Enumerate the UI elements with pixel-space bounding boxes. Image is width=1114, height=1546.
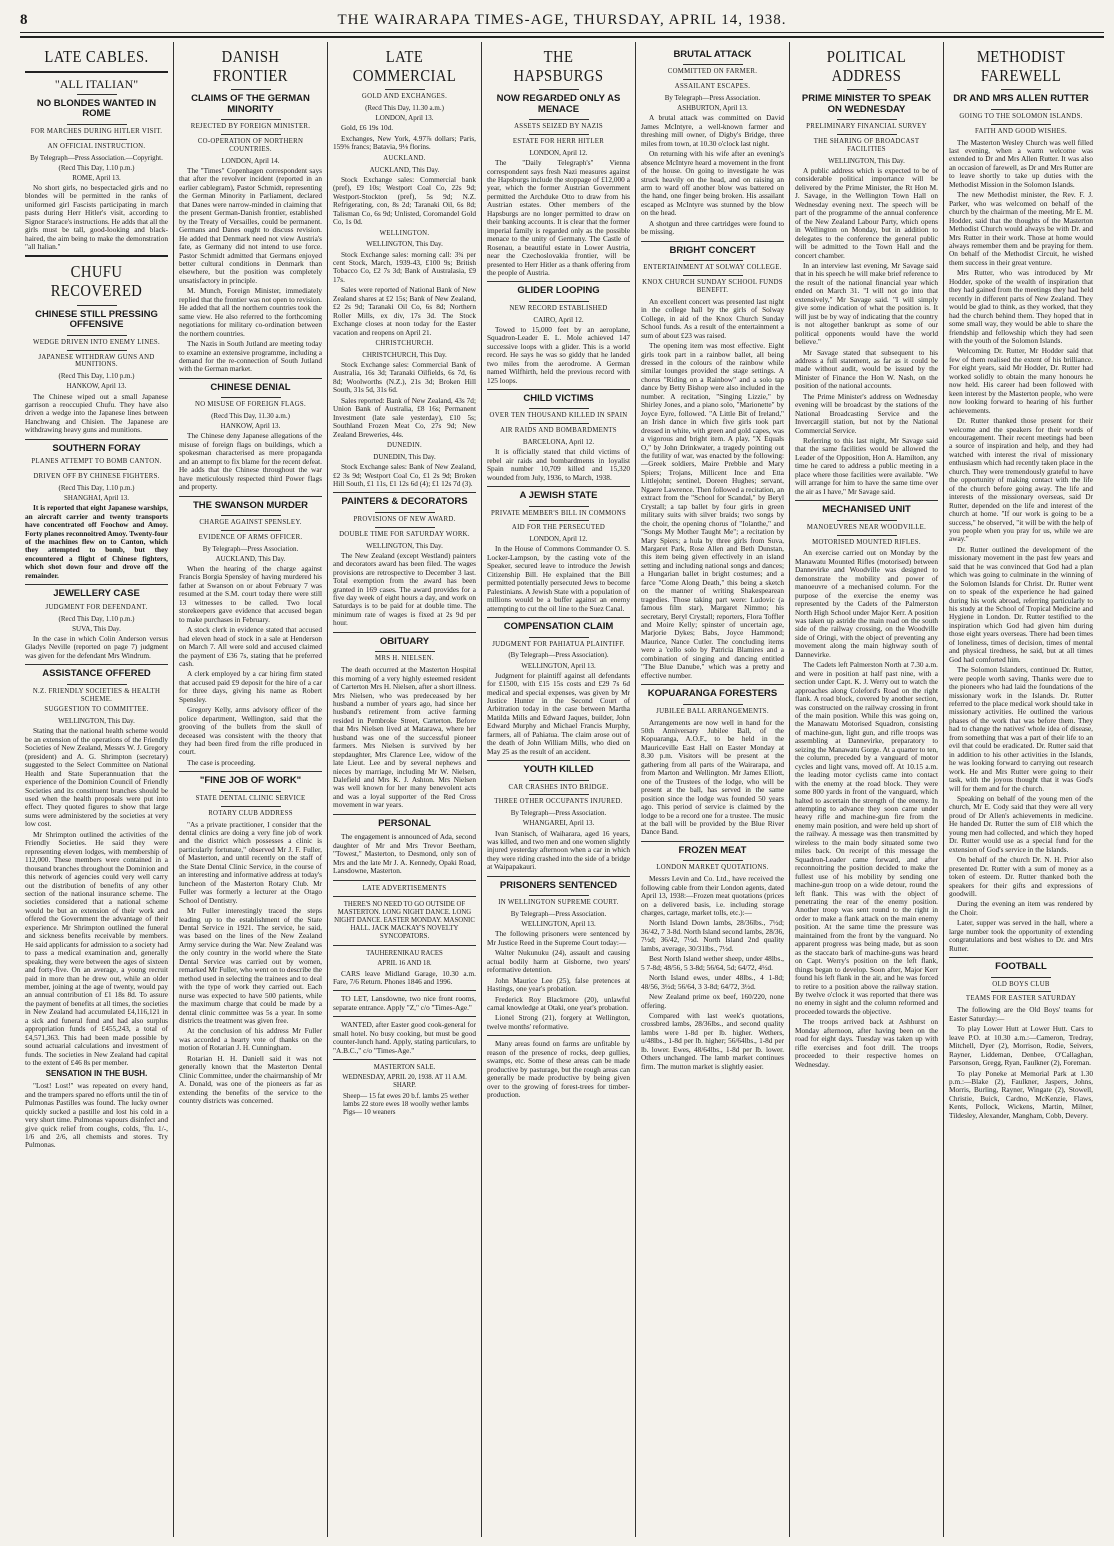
headline-southern-foray: SOUTHERN FORAY — [52, 442, 141, 454]
subhead: PRIVATE MEMBER'S BILL IN COMMONS — [490, 509, 627, 517]
dateline: BARCELONA, April 12. — [522, 438, 595, 447]
dateline: LONDON, April 12. — [529, 535, 588, 544]
article-text: The death occurred at the Masterton Hospital this morning of a very highly esteemed resident of Carterton Mrs H. Nielsen, after a short illness. Mrs Nielsen, who was predeceased by her husband a number of years ago, had since her husband's retirement from active farming resided in Pembroke Street, Carterton. Before that Mrs Nielsen lived at Matarawa, where her husband was one of the successful pioneer farmers. Mrs Nielsen is survived by her stepdaughter, Mrs Clarence Lee, widow of the late Lieut. Lee and by several nephews and nieces by marriage, including Mr W. Nielsen, Dalefield and Mrs K. J. Ashton. Mrs Nielsen was well known for her many benevolent acts and was a loyal supporter of the Red Cross movement in war years. — [333, 665, 476, 810]
article-text: Referring to this last night, Mr Savage said that the same facilities would be allowed the Leader of the Opposition, Hon A. Hamilton, any time he cared to address a public meeting in a place where those facilities were available. "We will arrange for him to have the same time over the air as I have," Mr Savage said. — [795, 436, 938, 496]
subhead: MRS H. NIELSEN. — [375, 655, 434, 663]
article-text: A brutal attack was committed on David James McIntyre, a well-known farmer and threshing mill owner, of Digby's Bridge, three miles from town, at 10.30 o'clock last night. — [641, 113, 784, 148]
headline-mechanised-unit: MECHANISED UNIT — [822, 504, 911, 516]
article-text: An excellent concert was presented last night in the college hall by the girls of Solway College, in aid of the Knox Church Sunday School funds. As a result of the entertainment a sum of about £23 was raised. — [641, 296, 784, 340]
subhead: REJECTED BY FOREIGN MINISTER. — [190, 123, 311, 131]
article-text: The case is proceeding. — [187, 757, 256, 767]
article-text: The opening item was most effective. Eight girls took part in a rainbow ballet, all being dressed in the colours of the rainbow while similar lounges provided the stage settings. A chorus "Riding on a Rainbow" and a solo tap dance by Betty Bishop were also included in the number. A recitation, "Singing Lizzie," by Shirley Jones, and a piano solo, "Marionette" by Joyce Eyre, followed. "A Little Bit of Ireland," an Irish dance in which five girls took part dressed in white, with green and gold capes, was a vigorous and bright item. A play, "X Equals O," by John Drinkwater, a tragedy pointing out the futility of war, was enacted by the following:—Greek soldiers, Maire Prebble and Mary Spiers; Trojans, Millicent Ince and Etta Littlejohn; sentinel, Doreen Hughes; servant, Ngaere Lawrence. Then followed a recitation, an extract from the "School for Scandal," by Beryl Crystall; a tap ballet by four girls in green military suits with silver braids; two songs by the choir, the opening chorus of "Iolanthe," and "Songs My Mother Taught Me"; a recitation by Mary Spiers; a hula by three girls from Suva, Margaret Park, Rose Allen and Beth Dunstan, this item being given effectively in an island setting and including national songs and dances; a Hungarian ballet in bright costumes; and a farce "Come Along Death," this being a sketch on the manner of writing Shakespearean tragedies. Those taking part were: Ludovic (a famous film star), Margaret Nimmo; his secretary, Beryl Crystall; reporters, Flora Toffler and Moire Kelly; spinster of uncertain age, Marjorie Dykes; Babs, Joyce Hammond; Maurice, Nance Cutler. The concluding items were a 'cello solo by Patricia Blamires and a combination of singing and dancing entitled "The Blue Danube," which was a pretty and effective number. — [641, 341, 784, 680]
subhead: WEDGE DRIVEN INTO ENEMY LINES. — [33, 338, 160, 346]
headline-jewish-state: A JEWISH STATE — [519, 490, 598, 502]
advertisement: MASTERTON SALE. — [373, 1064, 436, 1072]
dateline: WELLINGTON, This Day. — [366, 240, 443, 249]
subhead: AN OFFICIAL INSTRUCTION. — [47, 142, 146, 150]
filler-text: Many areas found on farms are unfitable by reason of the presence of rocks, deep gullies, swamps, etc. Some of these areas can be made productive by pasturage, but the rough areas can generally be made productive by being given over to the growing of forest-trees for timber-production. — [487, 1039, 630, 1100]
subhead: THREE OTHER OCCUPANTS INJURED. — [494, 798, 623, 806]
article-text: In an interview last evening, Mr Savage said that in his speech he will make brief reference to the result of the national financial year which ended on March 31. "I will not go into that extensively," Mr Savage said. "I will simply give some indication of what the position is. It will just be by way of indicating that the country is not altogether bankrupt as some of our political opponents would have the world believe." — [795, 260, 938, 347]
article-text: Rotarian H. H. Daniell said it was not generally known that the Masterton Dental Clinic Committee, under the chairmanship of Mr A. Donald, was one of the pioneers as far as extending the benefits of the service to the country districts was concerned. — [179, 1053, 322, 1106]
article-text: Dr. Rutter outlined the development of the missionary movement in the past few years and said that he was convinced that God had a plan which was going to culminate in the winning of the Solomon Islands for Christ. Dr. Rutter went on to speak of the experience he had gained during his work abroad, referring particularly to his study at the School of Tropical Medicine and Hygiene in London. Dr. Rutter testified to the inspiration which God had given him during those eight years overseas. There had been times of loneliness, times of decision, times of mental and physical tiredness, he said, but at all times God had comforted him. — [949, 544, 1093, 664]
credit-line: (Recd This Day, 1.10 p.m.) — [58, 372, 135, 381]
subhead: CHRISTCHURCH. — [375, 340, 434, 348]
article-text: The "Times" Copenhagen correspondent says that after the revolver incident (reported in an earlier cablegram), Pastor Schmidt, representing the German Minority in Parliament, declared that Danes were narrow-minded in claiming that the present German-Danish frontier, established by the Treaty of Versailles, could be permanent. Germans and Danes ought to discuss revision. He added that Denmark need not view Austria's fate, as Germany did not intend to use force. Pastor Schmidt admitted that Germans enjoyed better cultural conditions in Denmark than elsewhere, but the position was completely unsatisfactory in principle. — [179, 165, 322, 285]
article-text: When the hearing of the charge against Francis Borgia Spensley of having murdered his father at Swanson on or about February 7 was resumed at the S.M. court today there were still 13 witnesses to be called. Two local storekeepers gave evidence that accused began to make purchases in February. — [179, 563, 322, 624]
subhead: WELLINGTON. — [379, 229, 430, 237]
article-text: Mrs Rutter, who was introduced by Mr Hodder, spoke of the wealth of inspiration that they had gained from the meetings they had held recently in different parts of New Zealand. They would be glad to think, as they worked, that they had the church behind them. They hoped that in some small way, they would be able to share the friendship and fellowship which they had seen with the youth of the Solomon Islands. — [949, 268, 1093, 345]
dateline: WELLINGTON, April 13. — [521, 920, 596, 929]
dateline: ROME, April 13. — [72, 173, 121, 182]
subhead: CHARGE AGAINST SPENSLEY. — [199, 519, 302, 526]
article-text: A stock clerk in evidence stated that accused had eleven head of stock in a sale at Henderson on March 7. All were sold and accused claimed the payment of £36 7s, stating that he preferred cash. — [179, 625, 322, 668]
article-text: In the case in which Colin Anderson versus Gladys Neville (reported on page 7) judgment was given for the defendant Mrs Windrum. — [25, 633, 168, 660]
subhead: GOLD AND EXCHANGES. — [361, 93, 448, 101]
headline-kopuaranga: KOPUARANGA FORESTERS — [647, 688, 778, 700]
dateline: WELLINGTON, This Day. — [366, 541, 443, 550]
subhead: NEW RECORD ESTABLISHED — [509, 304, 608, 312]
article-text: The new Methodist minister, the Rev. F. J. Parker, who was welcomed on behalf of the church by the chairman of the meeting, Mr E. M. Hodder, said that the thoughts of the Masterton Methodist Church would always be with Dr. and Mrs Rutter in their work. Those at home would always remember them and be praying for them. On behalf of the Methodist Circuit, he wished them success in their great venture. — [949, 190, 1093, 267]
article-text: The engagement is announced of Ada, second daughter of Mr and Mrs Trevor Beetham, "Towest," Masterton, to Desmond, only son of Mrs and the late Mr J. A. Kennedy, Opaki Road, Lansdowne, Masterton. — [333, 832, 476, 876]
subhead: FOR MARCHES DURING HITLER VISIT. — [30, 127, 163, 135]
subhead: CAR CRASHES INTO BRIDGE. — [508, 783, 609, 791]
advertisement: TAUHERENIKAU RACES — [366, 949, 443, 957]
subhead: MANOEUVRES NEAR WOODVILLE. — [806, 523, 927, 531]
credit-line: By Telegraph—Press Association. — [664, 94, 761, 103]
newspaper-page — [20, 8, 1104, 1540]
subhead: CO-OPERATION OF NORTHERN COUNTRIES. — [197, 138, 304, 153]
subhead: KNOX CHURCH SUNDAY SCHOOL FUNDS BENEFIT. — [642, 279, 783, 294]
dateline: WELLINGTON, This Day. — [828, 156, 905, 165]
credit-line: (Recd This Day, 1.10 p.m.) — [58, 484, 135, 492]
subhead: DOUBLE TIME FOR SATURDAY WORK. — [339, 530, 470, 538]
column-2 — [174, 42, 328, 1537]
article-text: Messrs Levin and Co. Ltd., have received the following cable from their London agents, dated April 13, 1938:—Frozen meat quotations (prices on a delivered basis, i.e. including storage charges, cartage, market tolls, etc.):— — [641, 874, 784, 917]
headline-all-italian: "ALL ITALIAN" — [54, 76, 139, 91]
subhead: PLANES ATTEMPT TO BOMB CANTON. — [31, 458, 162, 466]
article-text: Later, supper was served in the hall, where a large number took the opportunity of extending congratulations and best wishes to Dr. and Mrs Rutter. — [949, 918, 1093, 953]
dateline: ASHBURTON, April 13. — [677, 104, 748, 113]
subhead: ASSETS SEIZED BY NAZIS — [514, 123, 603, 131]
advertisement: TO LET, Lansdowne, two nice front rooms, separate entrance. Apply "Z," c/o "Times-Age." — [333, 994, 476, 1012]
dateline: LONDON, April 12. — [529, 149, 588, 157]
article-text: Frederick Roy Blackmore (20), unlawful carnal knowledge at Otaki, one year's probation. — [487, 994, 630, 1012]
headline-hapsburgs: THE HAPSBURGS — [513, 47, 604, 85]
advertisement-text: "Lost! Lost!" was repeated on every hand, and the trampers spared no efforts until the tin of Pulmonas Pastilles was found. The lucky owner quickly sucked a pastille and lost his cold in a very short time. Pulmonas vapours disinfect and give quick relief from coughs, colds, 'flu. 1/-, 1/6 and 2/6, all chemists and stores. Try Pulmonas. — [25, 1081, 168, 1150]
subhead: ROTARY CLUB ADDRESS — [208, 809, 293, 817]
article-text: The New Zealand (except Westland) painters and decorators award has been filed. The wages provisions are retrospective to December 3 last. Total exemption from the award has been granted in 169 cases. The award provides for a five day week of eight hours a day, and work on Saturdays is to be paid for at double time. The minimum rate of wages is fixed at 2s 9d per hour. — [333, 550, 476, 628]
advertisement: WEDNESDAY, APRIL 20, 1938. AT 11 A.M. SHARP. — [342, 1074, 467, 1089]
article-text: At the conclusion of his address Mr Fuller was accorded a hearty vote of thanks on the motion of Rotarian J. H. Cunningham. — [179, 1026, 322, 1053]
column-4 — [482, 42, 636, 1537]
headline-swanson-murder: THE SWANSON MURDER — [192, 499, 309, 511]
headline-fine-job: "FINE JOB OF WORK" — [199, 775, 302, 787]
dateline: LONDON, April 14. — [221, 156, 280, 165]
headline-assistance: ASSISTANCE OFFERED — [42, 668, 151, 680]
advertisement: WANTED, after Easter good cook-general for small hotel. No busy cooking, but must be good counter-lunch hand. Apply, stating particulars, to "A.B.C.," c/o "Times-Age." — [333, 1020, 476, 1055]
subhead: OLD BOYS CLUB — [992, 980, 1050, 988]
article-text: The following are the Old Boys' teams for Easter Saturday:— — [949, 1005, 1093, 1023]
article-text: To play Lower Hutt at Lower Hutt. Cars to leave P.O. at 10.30 a.m.:—Cameron, Tredray, Mitchell, Dyer (2), Morrison, Rodie, Seivers, Rayner, Liddeman, Denbee, O'Callaghan, Parsonson, Gregg, Ryan, Faulkner (2), Foreman. — [949, 1024, 1093, 1068]
article-text: Lionel Strong (21), forgery at Wellington, twelve months' reformative. — [487, 1013, 630, 1031]
article-text: Stock Exchange sales: Commercial Bank of Australia, 16s 3d; Taranaki Oilfields, 6s 7d, 6s 8d; Woolworths (N.Z.), 21s 3d; Broken Hill South, 31s 5d, 31s 6d. — [333, 360, 476, 395]
headline: NOW REGARDED ONLY AS MENACE — [496, 93, 621, 115]
article-text: A shotgun and three cartridges were found to be missing. — [641, 218, 784, 237]
subhead: FAITH AND GOOD WISHES. — [974, 127, 1068, 135]
headline-jewellery-case: JEWELLERY CASE — [53, 588, 140, 600]
credit-line: (Recd This Day, 1.10 p.m.) — [58, 163, 135, 172]
article-text: The "Daily Telegraph's" Vienna correspondent says fresh Nazi measures against the Hapsburgs include the stoppage of £12,000 a year, which the former Austrian Government permitted the Archduke Otto to draw from his Austrian estates. Other members of the Hapsburgs are no longer permitted to draw on their banking accounts. It is clear that the former imperial family is regarded only as the possible menace to the unity of Germany. The Castle of Rosenau, a beautiful estate in Lower Austria, near the Czechoslovakia frontier, will be presented to Herr Hitler as a thank offering from the people of Austria. — [487, 158, 630, 277]
subhead: ASSAILANT ESCAPES. — [674, 83, 751, 91]
advertisement: THERE'S NO NEED TO GO OUTSIDE OF MASTERTON. LONG NIGHT DANCE. LONG NIGHT DANCE. EASTER MONDAY. MASONIC HALL. JACK MACKAY'S NOVELTY SYNCOPATORS. — [334, 901, 475, 940]
dateline: CAIRO, April 12. — [533, 315, 584, 324]
credit-line: By Telegraph—Press Association. — [510, 809, 607, 818]
subhead: ESTATE FOR HERR HITLER — [512, 138, 605, 146]
headline-obituary: OBITUARY — [379, 635, 430, 647]
article-text: Welcoming Dr. Rutter, Mr Hodder said that few of them realised the extent of his brilliance. For eight years, said Mr Hodder, Dr. Rutter had worked solidly to obtain the many honours he now held. His career had been followed with keen interest by the Masterton people, who were now looking forward to hearing of his further achievements. — [949, 346, 1093, 415]
advertisement: CARS leave Midland Garage, 10.30 a.m. Fare, 7/6 Return. Phones 1846 and 1996. — [333, 968, 476, 986]
dateline: CHRISTCHURCH, This Day. — [362, 350, 447, 359]
credit-line: By Telegraph—Press Association. — [202, 544, 299, 553]
credit-line: By Telegraph—Press Association. — [510, 910, 607, 919]
subhead: OVER TEN THOUSAND KILLED IN SPAIN — [489, 412, 628, 420]
article-text: The Solomon Islanders, continued Dr. Rutter, were people worth saving. Thanks were due to the pioneers who had laid the foundations of the missionary work in the Islands. Dr. Rutter referred to the place medical work should take in missionary activities. He outlined the various phases of the work that was before them. They had to change the natives' whole idea of disease, from something that was a part of their life to an evil that could be eradicated. Dr. Rutter said that in addition to his other activities in the Islands, he was looking forward to carrying out research work. He and Mrs Rutter were going to their task, with the joyous thought that it was God's will for them and for the church. — [949, 665, 1093, 793]
dateline: WELLINGTON, April 13. — [521, 661, 596, 670]
dateline: HANKOW, April 13. — [66, 382, 127, 391]
column-3 — [328, 42, 482, 1537]
subhead: JAPANESE WITHDRAW GUNS AND MUNITIONS. — [38, 353, 155, 369]
subhead: GOING TO THE SOLOMON ISLANDS. — [959, 112, 1083, 120]
article-text: Mr Fuller interestingly traced the steps leading up to the establishment of the State Dental Service in 1921. The service, he said, was based on the lines of the New Zealand Army service during the War. New Zealand was the only country in the world where the State Dental Service was carried out by women, remarked Mr Fuller, who went on to describe the method used in selecting the trainees and to deal with the type of work they carried out. Each nurse was expected to have 500 patients, while the maximum charge that could be made by a dental clinic committee was 5s a year. In some districts the treatment was given free. — [179, 906, 322, 1025]
headline-brutal-attack: BRUTAL ATTACK — [673, 49, 752, 60]
article-text: Speaking on behalf of the young men of the church, Mr E. Cody said that they were all very proud of Dr Allen's achievements in medicine. He handed Dr. Rutter the sum of £18 which the young men had collected, and which they hoped Dr. Rutter would use as a special fund for the extension of God's service in the Islands. — [949, 794, 1093, 854]
headline-bright-concert: BRIGHT CONCERT — [669, 244, 756, 256]
article-text: The Nazis in South Jutland are meeting today to examine an extensive programme, including a demand for the re-connection of South Jutland with the German market. — [179, 339, 322, 374]
article-text: Stating that the national health scheme would be an extension of the operations of the Friendly Societies of New Zealand, Messrs W. J. Gregory (president) and A. G. Shrimpton (secretary) suggested to the Select Committee on National Health and State Superannuation that the experience of the Dominion Council of Friendly Societies and its constituent branches should be used when the health proposals were put into effect. They quoted figures to show that large sums were administered by the societies at very low cost. — [25, 726, 168, 829]
article-text: The Chinese wiped out a small Japanese garrison a reoccupied Chufu. They have also driven a wedge into the Japanese lines between Hanchwang and Chisien. The Japanese are withdrawing heavy guns and munitions. — [25, 391, 168, 435]
article-text: M. Munch, Foreign Minister, immediately replied that the frontier was not open to revision. He added that all the northern countries took the same view. He also referred to the forthcoming negotiations for military co-ordination between the northern countries. — [179, 286, 322, 338]
subhead: DRIVEN OFF BY CHINESE FIGHTERS. — [33, 473, 160, 481]
subhead: AUCKLAND. — [383, 154, 426, 162]
late-advertisements-heading: LATE ADVERTISEMENTS — [362, 884, 447, 892]
subhead: ENTERTAINMENT AT SOLWAY COLLEGE. — [643, 264, 782, 272]
article-text: North Island ewes, under 48lbs., 4 1-8d; 48/56, 3½d; 56/64, 3 3-8d; 64/72, 3½d. — [641, 973, 784, 991]
headline-sensation: SENSATION IN THE BUSH. — [45, 1069, 148, 1079]
dateline: AUCKLAND, This Day. — [369, 165, 440, 174]
headline-football: FOOTBALL — [995, 961, 1047, 973]
article-text: North Island Down lambs, 28/36lbs., 7½d; 36/42, 7 3-8d. North Island second lambs, 28/36, 7½d; 36/42, 7½d. North Island 2nd quality lambs, average, 30/31lbs., 7½d. — [641, 918, 784, 953]
article-text: Stock Exchange sales: Bank of New Zealand, £2 3s 9d; Westport Coal Co, £1 2s 9d; Broken Hill South, £1 11s, £1 12s 6d (4); £1 12s 7d (3). — [333, 462, 476, 488]
headline-compensation: COMPENSATION CLAIM — [503, 621, 614, 633]
article-text: Dr. Rutter thanked those present for their welcome and the speakers for their words of encouragement. Their recent meetings had been a source of inspiration and help, and they had watched with interest the rival of missionary enthusiasm which had recently taken place in the church. They were tremendously grateful to have the opportunity of making contact with the life of the church before going away. The life and interests of the missionary overseas, said Dr Rutter, depended on the life and interest of the church at home. "If our work is going to be a success," he observed, "it will be with the help of you people when you pray for us, while we are away." — [949, 416, 1093, 544]
advertisement: Sheep— 15 fat ewes 20 b.f. lambs 25 wether lambs 22 store ewes 18 woolly wether lambs Pigs— 10 weaners — [343, 1091, 469, 1117]
article-text: A clerk employed by a car hiring firm stated that accused paid £9 deposit for the hire of a car for three days, giving his name as Robert Spensley. — [179, 669, 322, 704]
credit-line: (By Telegraph—Press Association). — [508, 651, 609, 660]
subhead: DUNEDIN. — [386, 442, 423, 450]
dateline: WELLINGTON, This Day. — [58, 717, 135, 726]
subhead: STATE DENTAL CLINIC SERVICE — [195, 794, 306, 802]
headline: PRIME MINISTER TO SPEAK ON WEDNESDAY — [801, 93, 932, 115]
article-text: Gregory Kelly, arms advisory officer of the police department, Wellington, said that the grooving of the bullets from the skull of deceased was consistent with the theory that they had been fired from the rifle produced in court. — [179, 705, 322, 757]
article-text: On behalf of the church Dr. N. H. Prior also presented Dr. Rutter with a sum of money as a token of esteem. Dr. Rutter thanked both the speakers for their gifts and expressions of goodwill. — [949, 855, 1093, 898]
dateline: DUNEDIN, This Day. — [373, 452, 436, 461]
article-text: The Chinese deny Japanese allegations of the misuse of foreign flags on buildings, which a spokesman characterised as mere propaganda and an attempt to fix blame for the recent defeat. He adds that the Chinese throughout the war have meticulously respected third Power flags and property. — [179, 431, 322, 492]
headline-child-victims: CHILD VICTIMS — [523, 393, 594, 405]
article-text: An exercise carried out on Monday by the Manawatu Mounted Rifles (motorised) between Dannevirke and Woodville was designed to demonstrate the mobility and power of manoeuvre of a mechanised column. For the purpose of the exercise the enemy was represented by the Cadets of the Palmerston North High School under Major Kerr. A position was taken up astride the main road on the south side of the railway crossing, on the Woodville side of Oringi, with the object of preventing any movement along the main highway south of Dannevirke. — [795, 548, 938, 659]
article-text: Gold, £6 19s 10d. — [341, 123, 394, 133]
subhead: MOTORISED MOUNTED RIFLES. — [812, 538, 921, 546]
dateline: SUVA, This Day. — [72, 624, 121, 633]
article-text: Judgment for plaintiff against all defendants for £1500, with £15 15s costs and £29 7s 6d medical and special expenses, was given by Mr Justice Hunter in the Second Court of Arbitration today in the case between Martha Matilda Mills and Edward Jaques, builder, John Edward Murphy and Michael Francis Murphy, farmers, all of Pahiatua. The claim arose out of the death of John William Mills, who died on May 25 as the result of an accident. — [487, 670, 630, 756]
headline: CHINESE STILL PRESSING OFFENSIVE — [35, 308, 158, 331]
page-number: 8 — [20, 11, 29, 28]
article-text: It is officially stated that child victims of rebel air raids and bombardments in loyalist Spain number 10,709 killed and 15,320 wounded from July, 1936, to March, 1938. — [487, 447, 630, 482]
headline: CLAIMS OF THE GERMAN MINORITY — [191, 93, 310, 115]
article-text: A public address which is expected to be of considerable political importance will be delivered by the Prime Minister, the Rt Hon M. J. Savage, in the Wellington Town Hall on Wednesday evening next. The speech will be part of the programme of the annual conference of the New Zealand Labour Party, which opens in Wellington on Monday, but in addition to delegates to the conference the general public will be admitted to the Town Hall and the concert chamber. — [795, 165, 938, 260]
column-7 — [944, 42, 1098, 1537]
article-text: During the evening an item was rendered by the Choir. — [949, 899, 1093, 917]
article-text: It is reported that eight Japanese warships, an aircraft carrier and twenty transports have concentrated off Foochow and Amoy. Forty planes reconnoitred Amoy. Twenty-four of the machines flew on to Canton, which they attempted to bomb, but they encountered a flight of Chinese fighters, which shot down four and drove off the remainder. — [25, 503, 168, 580]
masthead-title: THE WAIRARAPA TIMES-AGE, THURSDAY, APRIL 14, 1938. — [337, 11, 787, 28]
subhead: LONDON MARKET QUOTATIONS. — [656, 864, 769, 872]
article-text: The troops arrived back at Ashhurst on Monday afternoon, after having been on the road for eight days. Tuesday was taken up with rifle exercises and foot drill. The troops proceeded to their respective homes on Wednesday. — [795, 1017, 938, 1069]
headline-political-address: POLITICAL ADDRESS — [826, 47, 907, 85]
article-text: Best North Island wether sheep, under 48lbs., 5 7-8d; 48/56, 5 3-8d; 56/64, 5d; 64/72, 4½d. — [641, 954, 784, 972]
article-text: The following prisoners were sentenced by Mr Justice Reed in the Supreme Court today:— — [487, 929, 630, 947]
dateline: AUCKLAND, This Day. — [215, 554, 286, 563]
article-text: No short girls, no bespectacled girls and no blondes will be permitted in the ranks of uniformed girl Fascists participating in march pasts during Herr Hitler's visit, according to Signor Starace's instructions. He adds that all the girls must be tall, good-looking and black-haired, the aim being to make the demonstration "all Italian." — [25, 182, 168, 251]
headline-methodist-farewell: METHODIST FAREWELL — [976, 47, 1066, 85]
credit-line: (Recd This Day, 1.10 p.m.) — [58, 614, 135, 623]
subhead: JUBILEE BALL ARRANGEMENTS. — [656, 707, 769, 715]
dateline: LONDON, April 13. — [375, 114, 434, 123]
article-text: Sales were reported of National Bank of New Zealand shares at £2 15s; Bank of New Zealand, £2 2s 9d; Taranaki Oil Co, 6s 8d; Northern Roller Mills, ex div, 17s 3d. The Stock Exchange closes at noon today for the Easter vacation and reopens on April 21. — [333, 285, 476, 337]
headline-late-cables: LATE CABLES. — [44, 47, 149, 66]
dateline: HANKOW, April 13. — [220, 422, 281, 431]
article-text: The Cadets left Palmerston North at 7.30 a.m. and were in position at half past nine, with a section under Capt. K. J. Werry out to watch the approaches along Coleford's Road on the right flank. A road block, covered by another section, was constructed on the railway crossing in front of the main position. While this was going on, the Manawatu Motorised Squadron, consisting of machine-gun, light gun, and rifle troops was assembling at Dannevirke, preparatory to seizing the Manawatu Gorge. At a quarter to ten, the column, preceded by a vanguard of motor cycles and light vans, moved off. At 10.15 a.m. the leading motor cyclists came into contact with the enemy at the road block. They were some 800 yards in front of the vanguard, which halted to ascertain the strength of the enemy. In attempting to advance they soon came under heavy rifle and machine-gun fire from the enemy main position, and were held up short of the railway. A message was then transmitted by wireless to the main body situated some two miles back. On receipt of this message the Squadron-Leader came forward, and after reconnoitring the position decided to make the fullest use of his mobility by sending one machine-gun troop on a wide detour, round the left flank. This was with the object of penetrating the rear of the enemy position. Another troop was sent round to the right in order to make a flank attack on the main enemy position. At the same time the pressure was maintained from the front by the vanguard. No apparent progress was being made, but as soon as the staccato bark of machine-guns was heard on Capt. Werry's position on the left flank, things began to develop. Soon after, Major Kerr found his left flank in the air, and he was forced to retire to a position above the railway station. By twelve o'clock it was reported that there was no enemy in sight and the column reformed and proceeded towards the objective. — [795, 660, 938, 1016]
article-text: Stock Exchange sales: Commercial bank (pref), £9 10s; Westport Coal Co, 22s 9d; Westport-Stockton (pref), 5s 9d; N.Z. Refrigerating, con, 8s 2d; Taranaki Oil, 6s 8d; Talisman Co, 6s 9d; Unlisted, Coromandel Gold Co, 1s 0d. — [333, 174, 476, 227]
subhead: PROVISIONS OF NEW AWARD. — [353, 515, 456, 523]
subhead: TEAMS FOR EASTER SATURDAY — [965, 995, 1077, 1003]
credit-line: (Recd This Day, 11.30 a.m.) — [211, 412, 290, 421]
headline: DR AND MRS ALLEN RUTTER — [953, 93, 1089, 105]
headline-prisoners: PRISONERS SENTENCED — [499, 879, 618, 891]
article-text: Stock Exchange sales: morning call: 3¾ per cent Stock, March, 1939-43, £100 9s; British Tobacco Co, £2 7s 3d; Bank of Australasia, £9 17s. — [333, 249, 476, 284]
dateline: SHANGHAI, April 13. — [64, 494, 129, 503]
subhead: AIR RAIDS AND BOMBARDMENTS — [500, 427, 617, 435]
headline-danish-frontier: DANISH FRONTIER — [213, 47, 288, 85]
article-text: Ivan Stanisch, of Waiharara, aged 16 years, was killed, and two men and one women slightly injured yesterday afternoon when a car in which they were riding crashed into the side of a bridge at Waipapakauri. — [487, 828, 630, 872]
article-text: To play Poneke at Memorial Park at 1.30 p.m.:—Blake (2), Faulkner, Jaspers, Johns, Morris, Burling, Rayner, Wingate (2), Stowell, Christie, Buick, Cardno, McKenzie, Flaws, Kents, Pollock, Wickens, Martin, Milner, Tildesley, Alexander, Mangham, Cobb, Devery. — [949, 1068, 1093, 1120]
article-text: Exchanges, New York, 4.97⅞ dollars; Paris, 159⅝ francs; Batavia, 9⅛ florins. — [333, 133, 476, 152]
subhead: PRELIMINARY FINANCIAL SURVEY — [806, 123, 927, 131]
subhead: JUDGMENT FOR DEFENDANT. — [45, 603, 148, 611]
article-text: Sales reported: Bank of New Zealand, 43s 7d; Union Bank of Australia, £8 16s; Permanent Investment (late sale yesterday), £10 5s; Southland Frozen Meat Co, 27s 9d; New Zealand Breweries, 44s. — [333, 395, 476, 439]
column-5 — [636, 42, 790, 1537]
credit-line: (Recd This Day, 11.30 a.m.) — [365, 104, 444, 113]
headline-painters: PAINTERS & DECORATORS — [341, 496, 468, 508]
article-text: Arrangements are now well in hand for the 50th Anniversary Jubilee Ball, of the Kopuaranga, A.O.F., to be held in the Mauriceville East Hall on Easter Monday at 8.30 p.m. Visitors will be present at the gathering from all parts of the Wairarapa, and from Marton and Wellington. Mr James Elliott, one of the Trustees of the lodge, who will be present at the ball, has served in the same position since the lodge was founded 50 years ago. This period of service is claimed by the lodge to be a record one for a trustee. The music at the ball will be provided by the Blue River Dance Band. — [641, 717, 784, 837]
headline-frozen-meat: FROZEN MEAT — [678, 844, 747, 856]
dateline: WHANGAREI, April 13. — [522, 819, 595, 828]
advertisement: APRIL 16 AND 18. — [377, 959, 432, 967]
article-text: Walter Nukunuku (24), assault and causing actual bodily harm at Gisborne, two years' reformative detention. — [487, 948, 630, 975]
article-text: In the House of Commons Commander O. S. Locker-Lampson, by the casting vote of the Speaker, secured leave to introduce the Jewish Citizenship Bill. He explained that the Bill permitted potentially persecuted Jews to become Palestinians. A Jewish State with a population of millions would be a buffer against an enemy attempting to cut the oil line to the Suez Canal. — [487, 544, 630, 613]
article-text: New Zealand prime ox beef, 160/220, none offering. — [641, 992, 784, 1010]
headline-no-blondes: NO BLONDES WANTED IN ROME — [36, 97, 157, 120]
headline-personal: PERSONAL — [378, 817, 431, 829]
article-text: "As a private practitioner, I consider that the dental clinics are doing a very fine job of work and the district which possesses a clinic is particularly fortunate," observed Mr J. F. Fuller, of Masterton, and until recently on the staff of the State Dental Clinic Service, in the course of an interesting and informative address at today's luncheon of the Masterton Rotary Club. Mr Fuller was formerly a lecturer at the Otago School of Dentistry. — [179, 819, 322, 905]
subhead: IN WELLINGTON SUPREME COURT. — [498, 899, 619, 907]
headline-youth-killed: YOUTH KILLED — [523, 764, 594, 776]
article-text: Compared with last week's quotations, crossbred lambs, 28/36lbs., and second quality lambs were 1-8d per lb. higher. Wethers, u/48lbs., 1-8d per lb. higher; 56/64lbs., 1-8d per lb. lower. Ewes, 48/64lbs., 1-8d per lb. lower. Others unchanged. The lamb market continues firm. The mutton market is slightly easier. — [641, 1010, 784, 1071]
headline-chufu: CHUFU RECOVERED — [50, 262, 143, 301]
article-text: Mr Shrimpton outlined the activities of the Friendly Societies. He said they were representing eleven lodges, with membership of 112,000. These members were contained in a thousand branches throughout the Dominion and this network of agencies could very well carry out the distribution of benefits of any other section of the national insurance scheme. The societies considered that a national scheme would be but an extension of their work and offered the Government the advantage of their experience. Mr Shrimpton outlined the funeral and sickness benefits receivable by members. He said applicants for admission to a society had to pass a medical examination and, generally speaking, they were between the ages of sixteen and forty-five. On an average, a young recruit paid in more than he drew out, while an older member, joining at the age of twenty, would pay an annual contribution of £1 18s 8d. To assure the payment of benefits at all times, the societies in New Zealand had accumulated £4,116,121 in a sick and funeral fund and had also surplus appropriation funds of £455,243, a total of £4,571,363. This had been made possible by sound actuarial calculations and investment of funds. The societies in New Zealand had capital to the extent of £46 8s per member. — [25, 829, 168, 1068]
headline-glider: GLIDER LOOPING — [517, 285, 600, 297]
headline-late-commercial: LATE COMMERCIAL — [352, 47, 457, 85]
subhead: SUGGESTION TO COMMITTEE. — [44, 706, 149, 714]
subhead: JUDGMENT FOR PAHIATUA PLAINTIFF. — [492, 640, 625, 648]
headline-chinese-denial: CHINESE DENIAL — [210, 381, 291, 393]
column-6 — [790, 42, 944, 1537]
subhead: THE SHARING OF BROADCAST FACILITIES — [813, 138, 920, 153]
masthead — [20, 8, 1104, 33]
subhead: AID FOR THE PERSECUTED — [511, 524, 606, 532]
credit-line: By Telegraph—Press Association.—Copyright. — [30, 153, 163, 162]
article-text: On returning with his wife after an evening's absence McIntyre heard a movement in the front of the house. On going to investigate he was struck heavily on the head, and on raising an arm to ward off another blow was battered on the hand, one finger being broken. His assailant escaped as McIntyre was stunned by the blow on the head. — [641, 149, 784, 218]
subhead: EVIDENCE OF ARMS OFFICER. — [198, 533, 303, 541]
column-1 — [20, 42, 174, 1537]
article-text: Towed to 15,000 feet by an aeroplane, Squadron-Leader E. L. Mole achieved 147 successive loops with a glider. This is a world record. He says he was so giddy that he landed two miles from the aerodrome. A German named Wilfhirth, held the previous record with 125 loops. — [487, 324, 630, 385]
subhead: NO MISUSE OF FOREIGN FLAGS. — [194, 401, 306, 409]
article-text: The Prime Minister's address on Wednesday evening will be broadcast by the stations of the National Broadcasting Service and the Invercargill station, but not by the National Commercial Service. — [795, 391, 938, 435]
subhead: N.Z. FRIENDLY SOCIETIES & HEALTH SCHEME. — [32, 687, 161, 703]
article-text: The Masterton Wesley Church was well filled last evening, when a warm welcome was extended to Dr and Mrs Allen Rutter. It was also an occasion of farewell, as Dr and Mrs Rutter are to leave shortly to take up duties with the Methodist Mission in the Solomon Islands. — [949, 137, 1093, 189]
article-text: John Maurice Lee (25), false pretences at Hastings, one year's probation. — [487, 975, 630, 994]
article-text: Mr Savage stated that subsequent to his address a full statement, as far as it could be made without audit, would be issued by the Minister of Finance the Hon W. Nash, on the position of the national accounts. — [795, 347, 938, 391]
subhead: COMMITTED ON FARMER. — [667, 68, 758, 76]
